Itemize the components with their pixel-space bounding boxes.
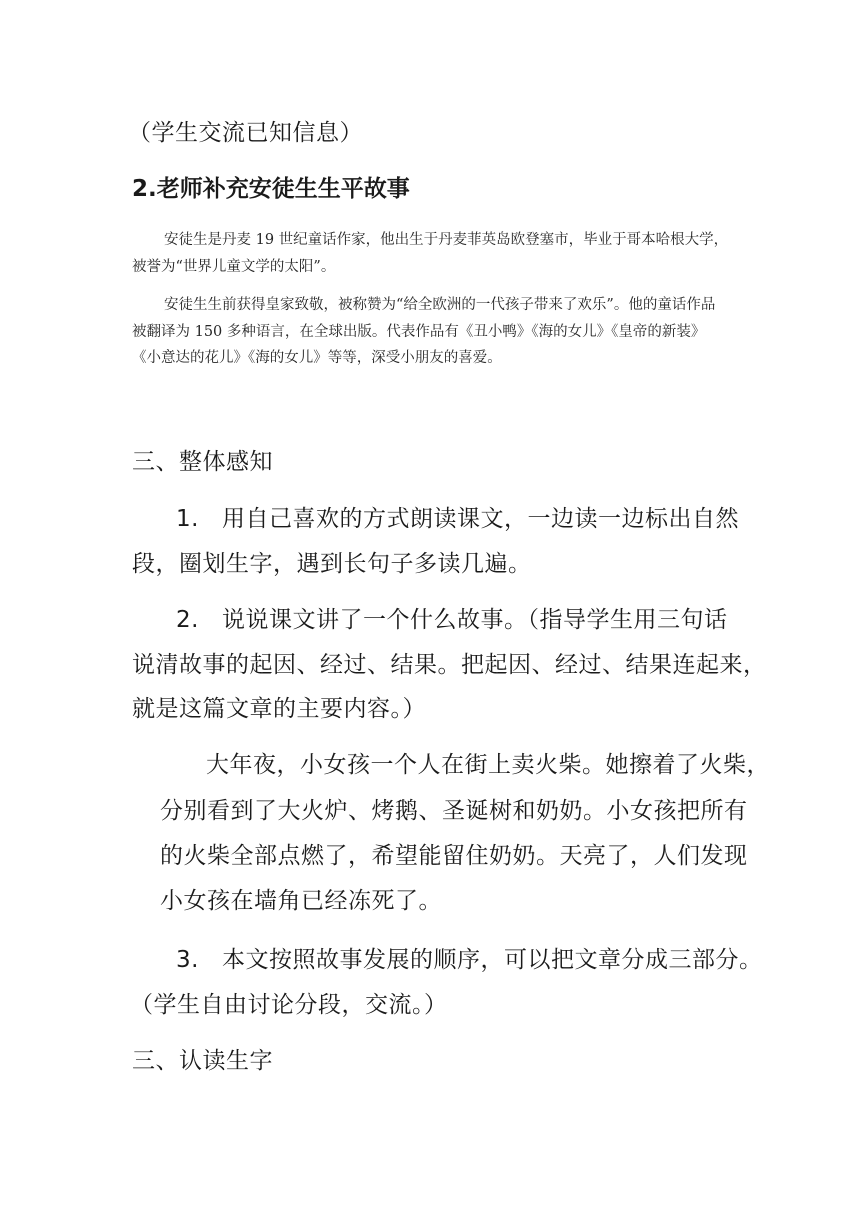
summary-line: 大年夜，小女孩一个人在街上卖火柴。她擦着了火柴， (206, 752, 770, 778)
list-item-2-line: 就是这篇文章的主要内容。） (132, 696, 426, 722)
list-text: 本文按照故事发展的顺序，可以把文章分成三部分。 (222, 947, 763, 973)
bio-line: 被誉为“世界儿童文学的太阳”。 (132, 259, 336, 275)
list-number: 2. (176, 607, 199, 633)
section-heading-characters: 三、认读生字 (132, 1048, 273, 1074)
summary-line: 分别看到了大火炉、烤鹅、圣诞树和奶奶。小女孩把所有 (160, 798, 748, 824)
list-item-2-line (176, 601, 728, 634)
summary-line: 的火柴全部点燃了，希望能留住奶奶。天亮了，人们发现 (160, 843, 748, 869)
exchange-note: （学生交流已知信息） (128, 120, 363, 146)
list-item-1-line (176, 500, 739, 533)
list-item-2-line: 说清故事的起因、经过、结果。把起因、经过、结果连起来， (132, 652, 767, 678)
list-number: 1. (176, 506, 199, 532)
list-item-1-line: 段，圈划生字，遇到长句子多读几遍。 (132, 551, 532, 577)
bio-line: 《小意达的花儿》《海的女儿》等等，深受小朋友的喜爱。 (132, 350, 502, 366)
section-heading-overall: 三、整体感知 (132, 449, 273, 475)
list-item-3-line: （学生自由讨论分段，交流。） (130, 992, 448, 1018)
bio-line: 被翻译为 150 多种语言，在全球出版。代表作品有《丑小鸭》《海的女儿》《皇帝的新装》 (132, 324, 706, 340)
summary-line: 小女孩在墙角已经冻死了。 (160, 888, 442, 914)
list-number: 3. (176, 947, 199, 973)
list-text: 用自己喜欢的方式朗读课文，一边读一边标出自然 (222, 506, 739, 532)
list-text: 说说课文讲了一个什么故事。（指导学生用三句话 (222, 607, 728, 633)
bio-line: 安徒生生前获得皇家致敬，被称赞为“给全欧洲的一代孩子带来了欢乐”。他的童话作品 (164, 297, 716, 313)
section-heading-biography: 2.老师补充安徒生生平故事 (132, 176, 410, 202)
bio-line: 安徒生是丹麦 19 世纪童话作家，他出生于丹麦菲英岛欧登塞市，毕业于哥本哈根大学， (164, 232, 729, 248)
list-item-3-line (176, 941, 763, 974)
